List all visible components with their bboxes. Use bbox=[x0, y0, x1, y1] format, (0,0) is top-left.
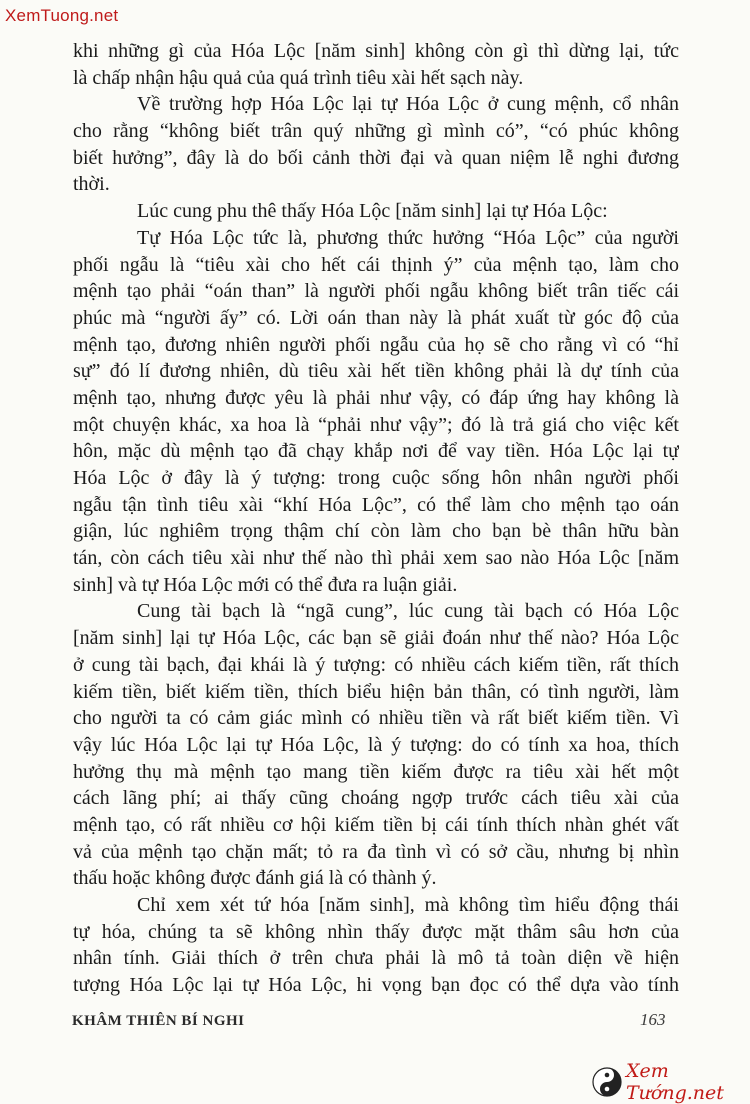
page-number: 163 bbox=[640, 1010, 666, 1029]
brand-name: Xem Tướng.net bbox=[626, 1060, 724, 1104]
book-page-text bbox=[73, 38, 679, 999]
text-line: vậy lúc Hóa Lộc lại tự Hóa Lộc, là ý tượng: do có tính xa hoa, thích bbox=[73, 733, 679, 756]
text-line: Tự Hóa Lộc tức là, phương thức hưởng “Hóa Lộc” của người bbox=[137, 226, 679, 249]
yin-yang-icon bbox=[592, 1067, 622, 1097]
text-line: khi những gì của Hóa Lộc [năm sinh] không còn gì thì dừng lại, tức bbox=[73, 40, 679, 62]
text-line: mệnh tạo, đương nhiên người phối ngẫu của họ sẽ cho rằng vì có “hỉ bbox=[73, 333, 679, 356]
site-logo[interactable]: XemTuong.net bbox=[5, 6, 119, 25]
text-line: Hóa Lộc ở đây là ý tượng: trong cuộc sống hôn nhân người phối bbox=[73, 467, 679, 489]
text-line: vả của mệnh tạo chặn mất; tỏ ra đa tình vì có sở cầu, nhưng bị nhìn bbox=[73, 840, 679, 863]
text-line: Cung tài bạch là “ngã cung”, lúc cung tài bạch có Hóa Lộc bbox=[137, 600, 679, 623]
text-line: tán, còn cách tiêu xài như thế nào thì phải xem sao nào Hóa Lộc [năm bbox=[73, 547, 679, 570]
text-line: phối ngẫu là “tiêu xài cho hết cái thịnh ý” của mệnh tạo, làm cho bbox=[73, 253, 679, 276]
text-line: mệnh tạo phải “oán than” là người phối ngẫu không biết trân tiếc cái bbox=[73, 280, 679, 303]
text-line: Về trường hợp Hóa Lộc lại tự Hóa Lộc ở cung mệnh, cổ nhân bbox=[137, 93, 679, 116]
text-line: hưởng thụ mà mệnh tạo mang tiền kiếm được ra tiêu xài hết một bbox=[73, 760, 679, 783]
text-line: mệnh tạo, có rất nhiều cơ hội kiếm tiền bị cái tính thích nhàn ghét vất bbox=[73, 813, 679, 836]
text-line: nhân tính. Giải thích ở trên chưa phải là mô tả toàn diện về hiện bbox=[73, 947, 679, 970]
text-line: một chuyện khác, xa hoa là “phải như vậy”; đó là trả giá cho việc kết bbox=[73, 413, 679, 436]
text-line: ngẫu tận tình tiêu xài “khí Hóa Lộc”, có thể làm cho mệnh tạo oán bbox=[73, 493, 679, 516]
text-line: kiếm tiền, biết kiếm tiền, thích biểu hiện bản thân, có tình người, làm bbox=[73, 680, 679, 703]
text-line: Chỉ xem xét tứ hóa [năm sinh], mà không tìm hiểu động thái bbox=[137, 894, 679, 916]
brand-watermark[interactable] bbox=[592, 1060, 750, 1104]
text-line: Lúc cung phu thê thấy Hóa Lộc [năm sinh] lại tự Hóa Lộc: bbox=[137, 200, 608, 223]
text-line: hôn, mặc dù mệnh tạo đã chạy khắp nơi để vay tiền. Hóa Lộc lại tự bbox=[73, 440, 679, 463]
text-line: cho người ta có cảm giác mình có nhiều tiền và rất biết kiếm tiền. Vì bbox=[73, 707, 679, 730]
text-line: phúc mà “người ấy” có. Lời oán than này là phát xuất từ góc độ của bbox=[73, 306, 679, 329]
text-line: thời. bbox=[73, 173, 110, 196]
text-line: thấu hoặc không được đánh giá là có thành ý. bbox=[73, 867, 437, 890]
text-line: cách lãng phí; ai thấy cũng choáng ngợp trước cách tiêu xài của bbox=[73, 787, 679, 810]
text-line: mệnh tạo, nhưng được yêu là phải như vậy, có đáp ứng hay không là bbox=[73, 386, 679, 409]
text-line: giận, lúc nghiêm trọng thậm chí còn làm cho bạn bè thân hữu bàn bbox=[73, 520, 679, 543]
text-line: [năm sinh] lại tự Hóa Lộc, các bạn sẽ giải đoán như thế nào? Hóa Lộc bbox=[73, 627, 679, 650]
text-line: ở cung tài bạch, đại khái là ý tượng: có nhiều cách kiếm tiền, rất thích bbox=[73, 653, 679, 676]
text-line: sự” đó lí đương nhiên, dù tiêu xài hết tiền không phải là dự tính của bbox=[73, 360, 679, 383]
text-line: là chấp nhận hậu quả của quá trình tiêu xài hết sạch này. bbox=[73, 66, 524, 89]
text-line: sinh] và tự Hóa Lộc mới có thể đưa ra luận giải. bbox=[73, 573, 458, 596]
text-line: cho rằng “không biết trân quý những gì mình có”, “có phúc không bbox=[73, 120, 679, 143]
book-title-footer: KHÂM THIÊN BÍ NGHI bbox=[72, 1013, 245, 1029]
text-line: tượng Hóa Lộc lại tự Hóa Lộc, hi vọng bạn đọc có thể dựa vào tính bbox=[73, 974, 679, 997]
text-line: tự hóa, chúng ta sẽ không nhìn thấy được mặt thâm sâu hơn của bbox=[73, 920, 679, 943]
text-line: biết hưởng”, đây là do bối cảnh thời đại và quan niệm lễ nghi đương bbox=[73, 146, 679, 169]
